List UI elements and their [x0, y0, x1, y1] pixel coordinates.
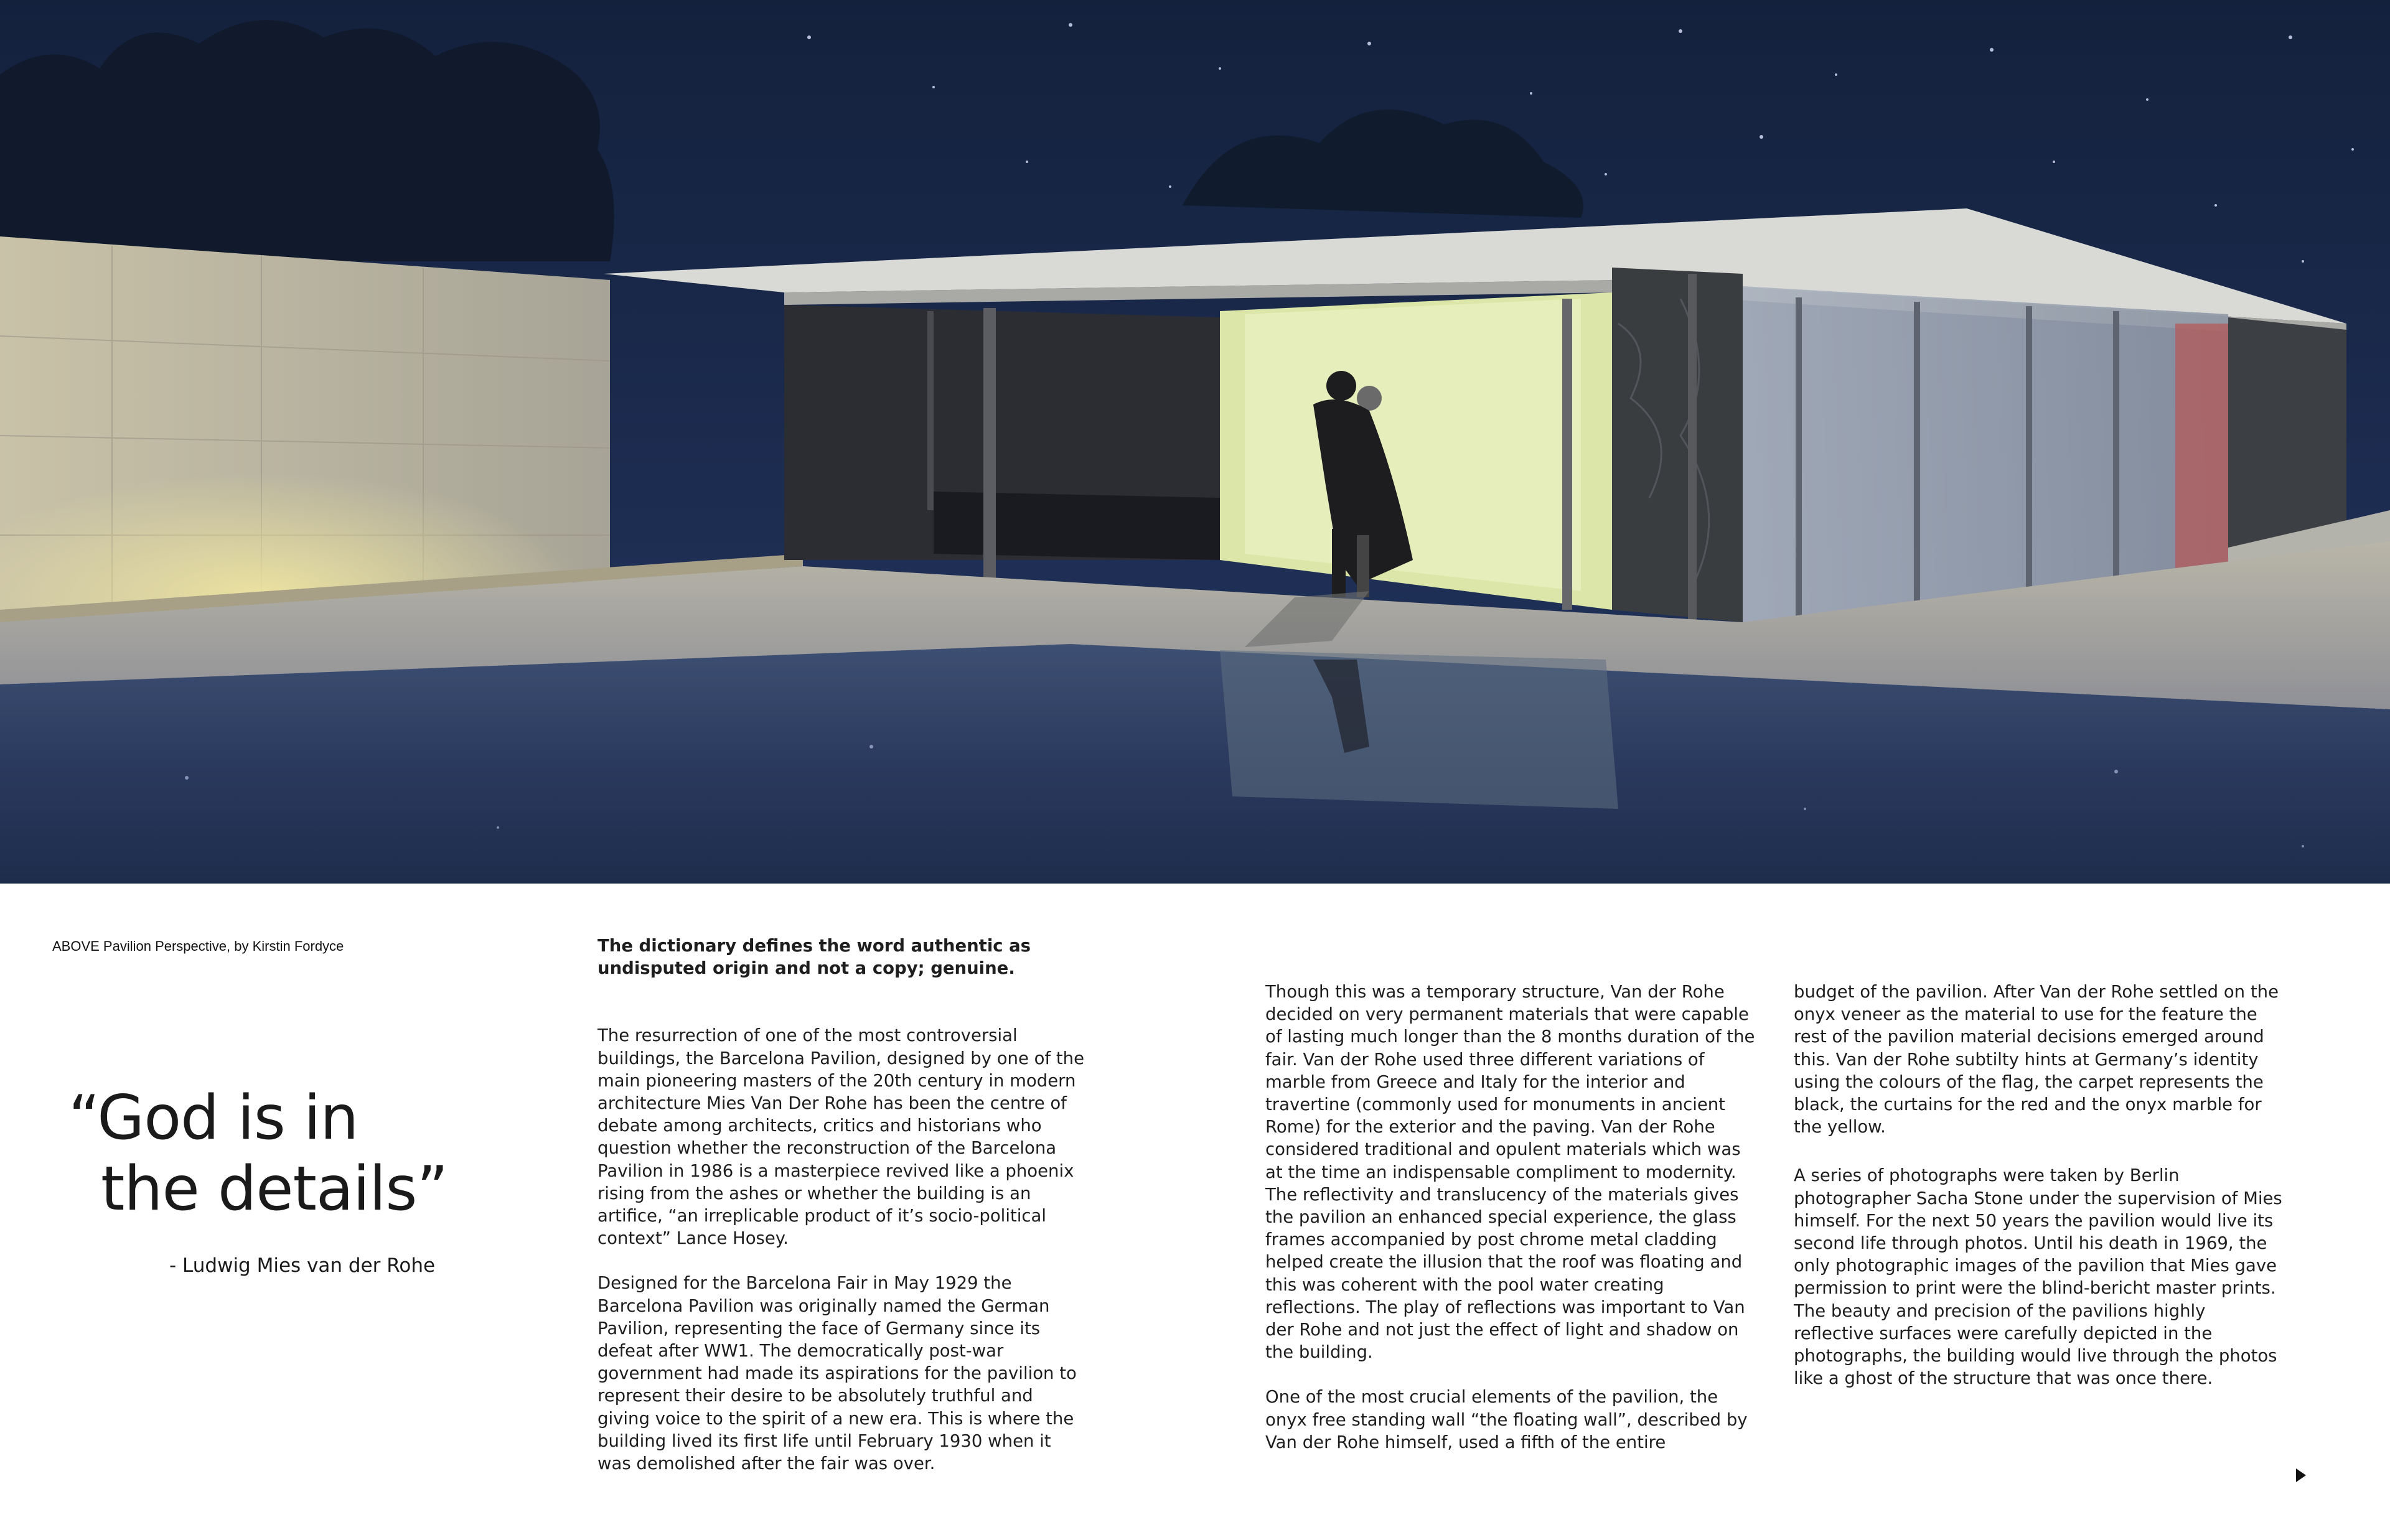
- play-triangle-icon[interactable]: [2296, 1468, 2306, 1482]
- article-lead: The dictionary defines the word authentic as undisputed origin and not a copy; genuine.: [598, 936, 1031, 979]
- pull-quote-line-2: the details”: [101, 1154, 448, 1225]
- article-paragraph: Though this was a temporary structure, Van der Rohe decided on very permanent materials that were capable of lasting much longer than the 8 months duration of the fair. Van der Rohe used three different variations of marble from Greece and Italy for the interior and travertine (commonly used for monuments in ancient Rome) for the exterior and the paving. Van der Rohe considered traditional and opulent materials which was at the time an indispensable compliment to modernity. The reflectivity and translucency of the materials gives the pavilion an enhanced special experience, the glass frames accompanied by post chrome metal cladding helped create the illusion that the roof was floating and this was coherent with the pool water creating reflections. The play of reflections was important to Van der Rohe and not just the effect of light and shadow on the building.: [1265, 982, 1755, 1363]
- article-column-2: [1265, 981, 1757, 1476]
- article-paragraph: A series of photographs were taken by Berlin photographer Sacha Stone under the supervision of Mies himself. For the next 50 years the pavilion would live its second life through photos. Until his death in 1969, the only photographic images of the pavilion that Mies gave permission to print were the blind-bericht master prints. The beauty and precision of the pavilions highly reflective surfaces were carefully depicted in the photographs, the building would live through the photos like a ghost of the structure that was once there.: [1794, 1165, 2282, 1389]
- pull-quote: [68, 1083, 504, 1225]
- image-caption: ABOVE Pavilion Perspective, by Kirstin Fordyce: [52, 938, 344, 954]
- article-paragraph: Designed for the Barcelona Fair in May 1929 the Barcelona Pavilion was originally named the German Pavilion, representing the face of Germany since its defeat after WW1. The democratically post-war government had made its aspirations for the pavilion to represent their desire to be absolutely truthful and giving voice to the spirit of a new era. This is where the building lived its first life until February 1930 when it was demolished after the fair was over.: [598, 1273, 1077, 1474]
- article-column-1: [598, 935, 1089, 1497]
- article-column-3: [1794, 981, 2285, 1412]
- article-paragraph: budget of the pavilion. After Van der Rohe settled on the onyx veneer as the material to use for the feature the rest of the pavilion material decisions emerged around this. Van der Rohe subtilty hints at Germany’s identity using the colours of the flag, the carpet represents the black, the curtains for the red and the onyx marble for the yellow.: [1794, 982, 2279, 1137]
- article-paragraph: One of the most crucial elements of the pavilion, the onyx free standing wall “the floating wall”, described by Van der Rohe himself, used a fifth of the entire: [1265, 1387, 1748, 1452]
- quote-attribution: - Ludwig Mies van der Rohe: [169, 1254, 436, 1277]
- pull-quote-line-1: “God is in: [68, 1083, 358, 1154]
- article-paragraph: The resurrection of one of the most controversial buildings, the Barcelona Pavilion, designed by one of the main pioneering masters of the 20th century in modern architecture Mies Van Der Rohe has been the centre of debate among architects, critics and historians who question whether the reconstruction of the Barcelona Pavilion in 1986 is a masterpiece revived like a phoenix rising from the ashes or whether the building is an artifice, “an irreplicable product of it’s socio-political context” Lance Hosey.: [598, 1025, 1085, 1249]
